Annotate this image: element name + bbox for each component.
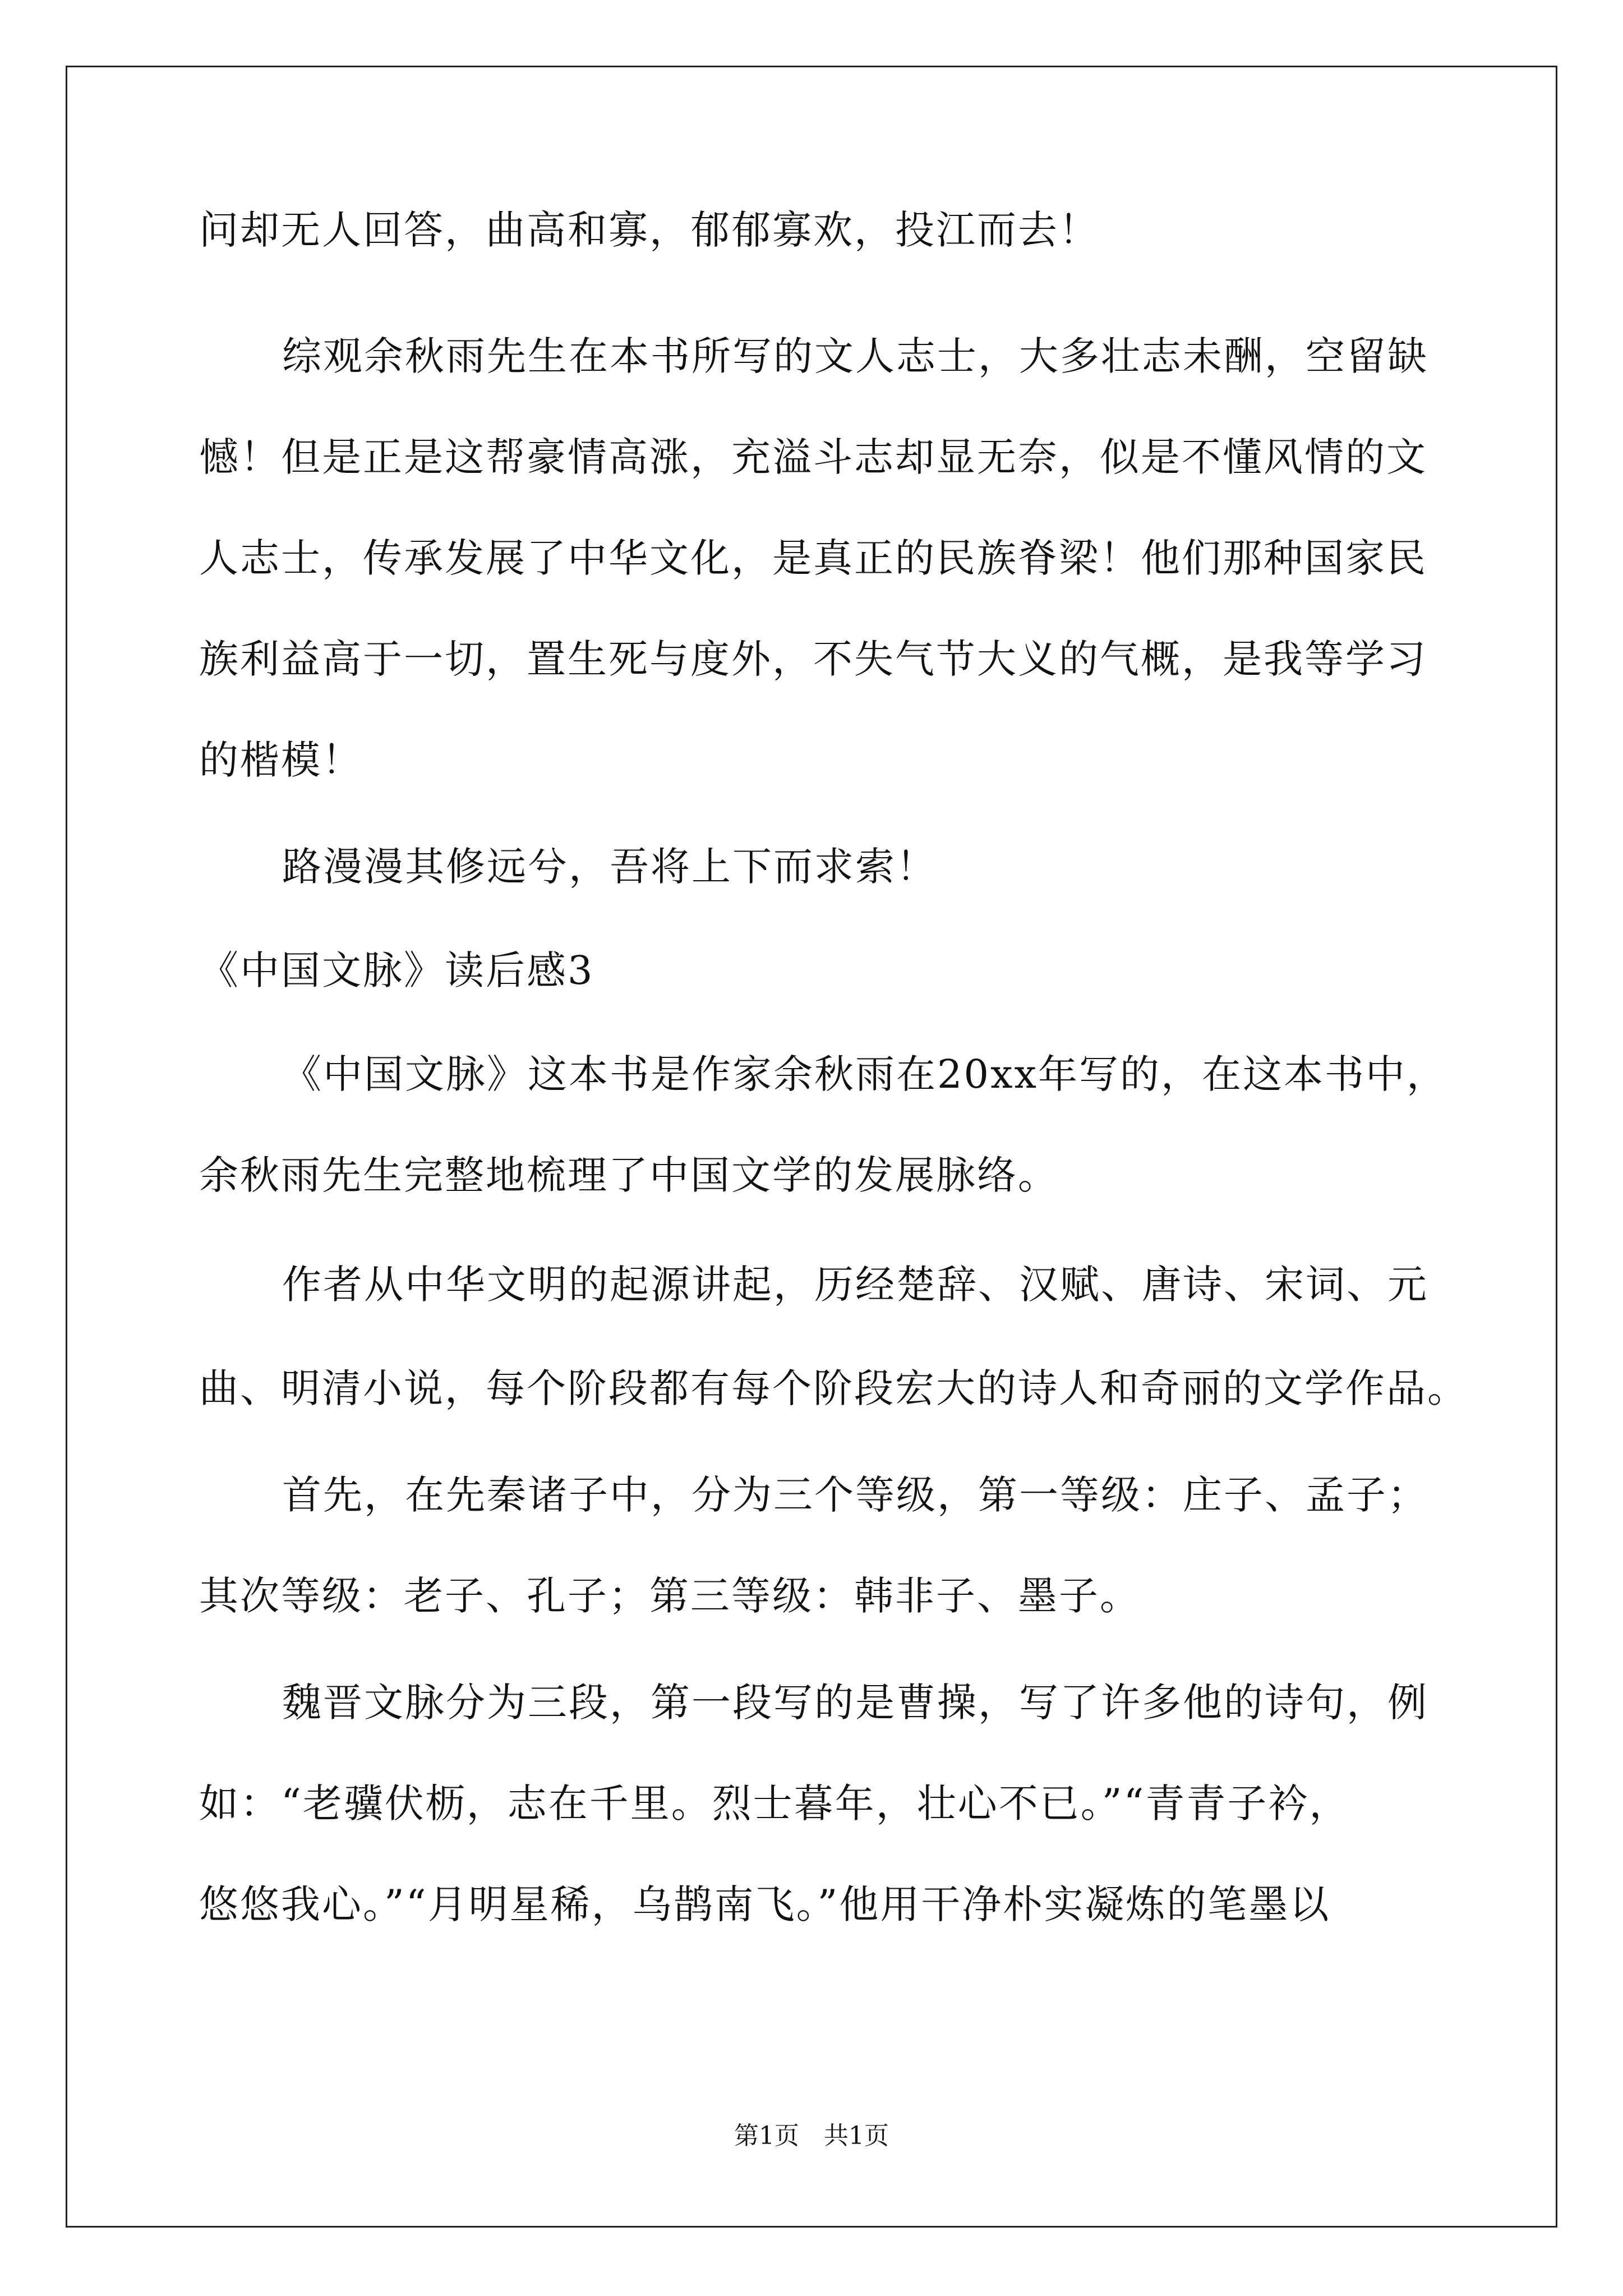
text-line: 的楷模！ (199, 737, 363, 783)
text-line: 人志士，传承发展了中华文化，是真正的民族脊梁！他们那种国家民 (199, 535, 1427, 581)
text-line: 憾！但是正是这帮豪情高涨，充溢斗志却显无奈，似是不懂风情的文 (199, 434, 1427, 480)
text-line: 《中国文脉》这本书是作家余秋雨在20xx年写的，在这本书中， (282, 1051, 1448, 1097)
text-line: 首先，在先秦诸子中，分为三个等级，第一等级：庄子、孟子； (282, 1472, 1428, 1518)
text-line: 魏晋文脉分为三段，第一段写的是曹操，写了许多他的诗句，例 (282, 1680, 1428, 1726)
text-line: 族利益高于一切，置生死与度外，不失气节大义的气概，是我等学习 (199, 636, 1427, 682)
text-line: 路漫漫其修远兮，吾将上下而求索！ (282, 844, 937, 890)
text-line: 余秋雨先生完整地梳理了中国文学的发展脉络。 (199, 1152, 1059, 1198)
page-footer: 第1页 共1页 (734, 2122, 889, 2150)
text-line: 如：“老骥伏枥，志在千里。烈士暮年，壮心不已。”“青青子衿， (199, 1780, 1350, 1826)
text-line: 曲、明清小说，每个阶段都有每个阶段宏大的诗人和奇丽的文学作品。 (199, 1365, 1468, 1411)
text-line: 问却无人回答，曲高和寡，郁郁寡欢，投江而去！ (199, 207, 1100, 253)
text-line: 综观余秋雨先生在本书所写的文人志士，大多壮志未酬，空留缺 (282, 333, 1428, 379)
text-line: 悠悠我心。”“月明星稀，乌鹊南飞。”他用干净朴实凝炼的笔墨以 (199, 1881, 1331, 1927)
text-line: 作者从中华文明的起源讲起，历经楚辞、汉赋、唐诗、宋词、元 (282, 1262, 1428, 1308)
section-heading: 《中国文脉》读后感3 (199, 947, 594, 993)
text-line: 其次等级：老子、孔子；第三等级：韩非子、墨子。 (199, 1573, 1141, 1619)
